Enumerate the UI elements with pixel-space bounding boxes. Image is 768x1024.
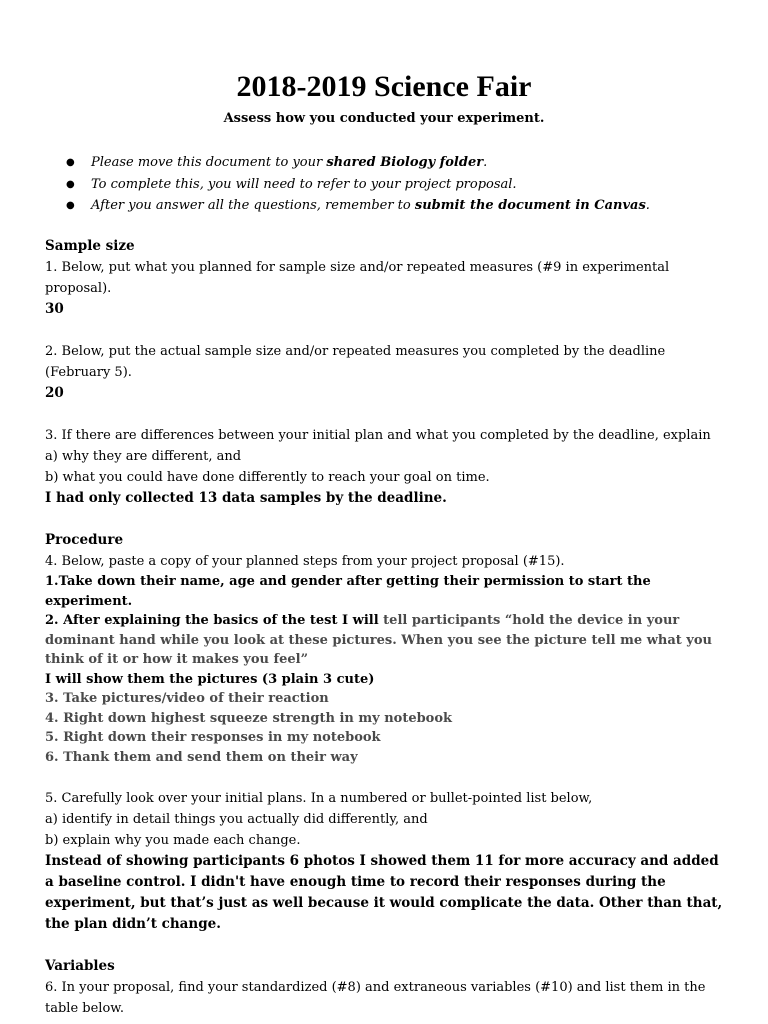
step-2-instruction: tell participants “hold the device in your dominant hand while you look at these pictures. When you see the picture tell me what you think of it or how it makes you feel”	[45, 613, 712, 667]
question-3: 3. If there are differences between your initial plan and what you completed by the deadline, explain	[45, 428, 711, 443]
section-heading-procedure: Procedure	[45, 532, 124, 548]
step-2-pictures: I will show them the pictures (3 plain 3 cute)	[45, 671, 375, 687]
page-subtitle: Assess how you conducted your experiment.	[223, 111, 545, 126]
instruction-text: .	[483, 155, 488, 170]
question-4: 4. Below, paste a copy of your planned steps from your project proposal (#15).	[45, 554, 565, 569]
step-2	[45, 611, 725, 670]
instruction-list	[66, 152, 746, 217]
section-heading-variables: Variables	[45, 958, 115, 974]
question-6: 6. In your proposal, find your standardized (#8) and extraneous variables (#10) and list them in the table below.	[45, 980, 706, 1016]
step-4: 4. Right down highest squeeze strength in my notebook	[45, 710, 453, 726]
document-body	[45, 236, 725, 1019]
instruction-item	[66, 174, 746, 196]
instruction-text: .	[645, 198, 650, 213]
step-6: 6. Thank them and send them on their way	[45, 749, 358, 765]
step-5: 5. Right down their responses in my notebook	[45, 730, 381, 745]
answer-3: I had only collected 13 data samples by the deadline.	[45, 490, 447, 506]
planned-steps	[45, 572, 725, 767]
instruction-text: After you answer all the questions, remember to	[91, 198, 415, 213]
instruction-text: Please move this document to your	[91, 155, 327, 170]
instruction-item	[66, 195, 746, 217]
step-3: 3. Take pictures/video of their reaction	[45, 691, 329, 706]
question-3b: b) what you could have done differently to reach your goal on time.	[45, 470, 490, 485]
question-3a: a) why they are different, and	[45, 449, 242, 464]
question-5: 5. Carefully look over your initial plans. In a numbered or bullet-pointed list below,	[45, 791, 593, 806]
instruction-item	[66, 152, 746, 174]
step-1: 1.Take down their name, age and gender after getting their permission to start the experiment.	[45, 574, 651, 609]
instruction-text: To complete this, you will need to refer to your project proposal.	[91, 176, 517, 192]
section-heading-sample-size: Sample size	[45, 238, 135, 254]
instruction-emphasis: shared Biology folder	[326, 155, 484, 170]
instruction-emphasis: submit the document in Canvas	[414, 198, 646, 213]
page-title: 2018-2019 Science Fair	[236, 70, 532, 103]
answer-5: Instead of showing participants 6 photos I showed them 11 for more accuracy and added a baseline control. I didn't have enough time to record their responses during the experiment, but that’s just as well because it would complicate the data. Other than that, the plan didn’t change.	[45, 853, 723, 932]
question-5b: b) explain why you made each change.	[45, 833, 301, 848]
question-5a: a) identify in detail things you actually did differently, and	[45, 812, 428, 827]
answer-2: 20	[45, 385, 64, 401]
question-1: 1. Below, put what you planned for sample size and/or repeated measures (#9 in experimental proposal).	[45, 260, 670, 296]
answer-1: 30	[45, 301, 64, 317]
step-2-lead: 2. After explaining the basics of the test I will	[45, 613, 384, 628]
question-2: 2. Below, put the actual sample size and/or repeated measures you completed by the deadline (February 5).	[45, 344, 666, 380]
